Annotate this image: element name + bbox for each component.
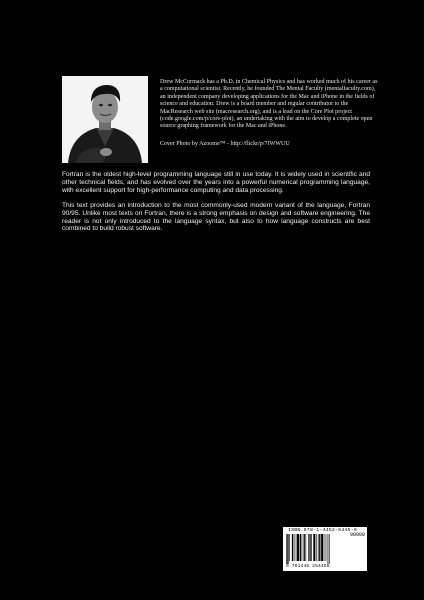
barcode-bar [309,534,310,561]
barcode-bar [319,534,320,561]
barcode-bar [287,534,288,564]
barcode-bar [326,534,327,561]
barcode-bar [286,534,287,564]
barcode-bar [316,534,317,561]
author-bio: Drew McCormack has a Ph.D. in Chemical Physics and has worked much of his career as a computational scientist. Recently, he founded The Mental Faculty (mentalfaculty.com), an independent company developing applications for the Mac and iPhone in the fields of science and education. Drew is a board member and regular contributor to the MacResearch web site (macresearch.org), and is a lead on the Core Plot project (code.google.com/p/core-plot), an undertaking with the aim to develop a complete open source graphing framework for the Mac and iPhone. [160,79,378,130]
author-photo [62,76,148,163]
barcode-bar [297,534,299,561]
barcode-image [285,534,347,564]
barcode-bar [329,534,330,564]
price-code: 90000 [350,532,366,538]
barcode-bar [311,534,312,561]
barcode-bar [294,534,295,561]
isbn-label: ISBN 978-1-4452-5445-6 [288,528,357,533]
barcode-bar [292,534,293,561]
barcode-bar [324,534,325,561]
description-paragraph-2: This text provides an introduction to the most commonly-used modern variant of the language, Fortran 90/95. Unlike most texts on Fortran, there is a strong emphasis on design and software engineering. The reader is not only introduced to the language syntax, but also to how language constructs are best combined to build robust software. [62,201,370,233]
barcode-bar [328,534,329,564]
barcode-digits: 9 781445 254456 [286,564,330,569]
book-description [62,171,370,240]
barcode-bar [318,534,319,561]
barcode-bar [289,534,290,561]
photo-credit: Cover Photo by Azoome™ - http://flickr/p/7fWWUU [160,141,290,147]
barcode-bar [296,534,297,561]
barcode-bar [321,534,323,561]
barcode-bar [304,534,305,561]
barcode-bar [306,534,307,561]
barcode-bar [302,534,303,561]
barcode-bar [300,534,301,561]
barcode-bar [313,534,315,561]
author-portrait-image [62,76,148,163]
barcode-bar [308,534,309,561]
description-paragraph-1: Fortran is the oldest high-level programming language still in use today. It is widely used in scientific and other technical fields, and has evolved over the years into a powerful numerical programming language, with excellent support for high-performance computing and data processing. [62,171,370,194]
